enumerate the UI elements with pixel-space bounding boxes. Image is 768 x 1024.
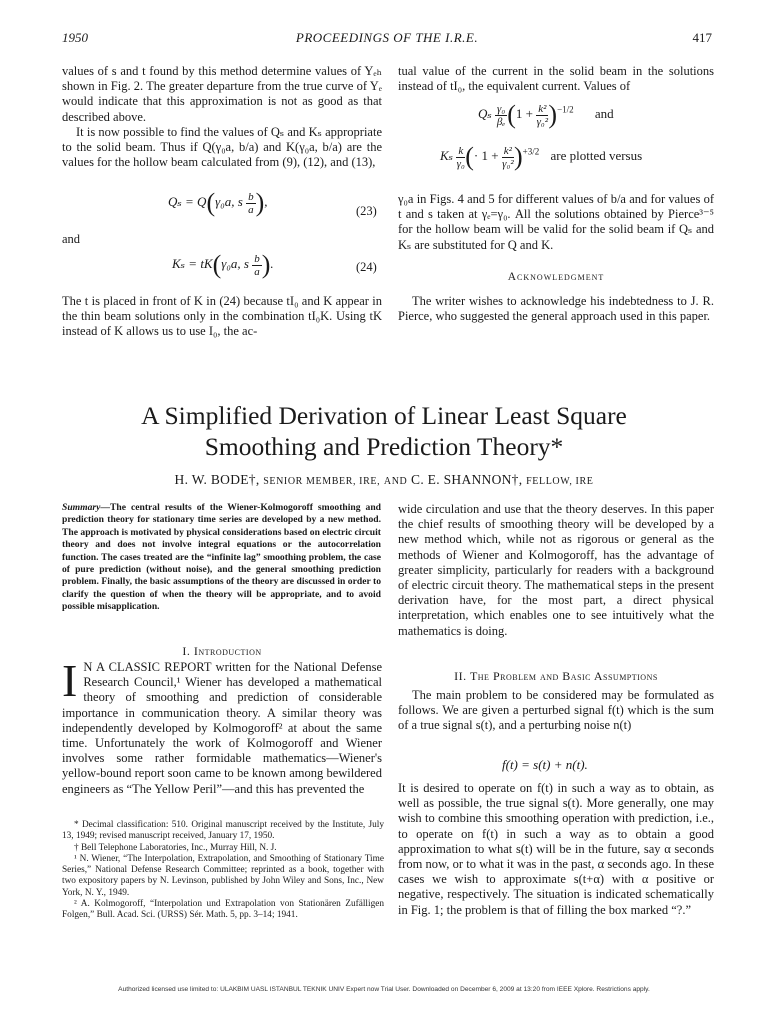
drop-cap: I (62, 655, 78, 706)
footnotes (62, 820, 384, 922)
equation-23: Qₛ = Q(γ₀a, s $\frac{b}{a}$ ), (168, 188, 268, 217)
acknowledgment-text: The writer wishes to acknowledge his indebtedness to J. R. Pierce, who suggested the general approach used in this paper. (398, 294, 714, 324)
running-header (62, 30, 712, 50)
footnote: ¹ N. Wiener, “The Interpolation, Extrapolation, and Smoothing of Stationary Time Series,” National Defense Research Committee; reprinted as a book, together with two expository papers by N. Levinson, published by John Wiley and Sons, Inc., New York, N. Y., 1949. (62, 853, 384, 898)
equation-24: Kₛ = tK(γ₀a, s $\frac{b}{a}$ ). (172, 250, 274, 279)
paragraph: tual value of the current in the solid beam in the solutions instead of tI₀, the equivalent current. Values of (398, 64, 714, 94)
article-right-column-cont (398, 688, 714, 734)
acknowledgment-heading: Acknowledgment (507, 271, 605, 283)
footnote: * Decimal classification: 510. Original manuscript received by the Institute, July 13, 1949; revised manuscript received, January 17, 1950. (62, 820, 384, 842)
header-year: 1950 (62, 30, 88, 45)
paragraph: The main problem to be considered may be formulated as follows. We are given a perturbed signal f(t) which is the sum of a true signal s(t), and a perturbing noise n(t) (398, 688, 714, 733)
fraction: $\frac{b}{a}$ (248, 190, 254, 216)
header-page-number: 417 (692, 30, 712, 45)
license-notice: Authorized licensed use limited to: ULAKBIM UASL ISTANBUL TEKNIK UNIV Expert now Trial User. Downloaded on December 6, 2009 at 13:20 from IEEE Xplore. Restrictions apply. (118, 986, 650, 993)
section-heading: I. Introduction (182, 644, 262, 658)
author-role: FELLOW, IRE (526, 476, 594, 487)
article-right-column (398, 502, 714, 639)
author-name: C. E. SHANNON†, (411, 472, 523, 487)
paragraph: wide circulation and use that the theory deserves. In this paper the chief results of smoothing theory will be developed by a new method which, while not as rigorous or general as the methods of Wiener and Kolmogoroff, has the advantage of greater simplicity, particularly for readers with a background of electric circuit theory. The mathematical steps in the present derivation have, for the most part, a direct physical interpretation, which enables one to see intuitively what the mathematics is doing. (398, 502, 714, 638)
top-left-column-end (62, 294, 382, 340)
author-role: SENIOR MEMBER, IRE, (263, 476, 381, 487)
header-journal: PROCEEDINGS OF THE I.R.E. (295, 30, 479, 45)
top-right-column (398, 64, 714, 94)
top-left-column (62, 64, 382, 170)
paragraph: It is now possible to find the values of Qₛ and Kₛ appropriate to the solid beam. Thus if Q(γ₀a, b/a) and K(γ₀a, b/a) are the values for the hollow beam calculated from (9), (12), and (13), (62, 124, 382, 170)
abstract: Summary—The central results of the Wiener-Kolmogoroff smoothing and prediction theory for stationary time series are developed by a new method. The approach is motivated by physical considerations based on electric circuit theory and does not involve integral equations or the autocorrelation function. The cases treated are the “infinite lag” smoothing problem, the case of pure prediction (without noise), and the general smoothing prediction problem. Finally, the basic assumptions of the theory are discussed in order to clarify the question of when the theory will be appropriate, and to avoid possible misapplication. (62, 502, 381, 613)
footnote: ² A. Kolmogoroff, “Interpolation und Extrapolation von Stationären Zufälligen Folgen,” Bull. Acad. Sci. (URSS) Sér. Math. 5, pp. 3–14; 1941. (62, 899, 384, 921)
signal-equation: f(t) = s(t) + n(t). (502, 757, 588, 772)
footnote: † Bell Telephone Laboratories, Inc., Murray Hill, N. J. (74, 842, 277, 853)
top-right-column-cont (398, 192, 714, 253)
introduction-text: I N A CLASSIC REPORT written for the National Defense Research Council,¹ Wiener has developed a mathematical theory of smoothing and prediction of considerable importance in communication theory. A similar theory was independently developed by Kolmogoroff² at about the same time. Unfortunately the work of Kolmogoroff and Wiener involves some rather formidable mathematics—Wiener's yellow-bound report soon came to be known among bewildered engineers as “The Yellow Peril”—and this has prevented the (62, 655, 382, 796)
paragraph: γ₀a in Figs. 4 and 5 for different values of b/a and for values of t and s taken at γₑ=γ₀. All the solutions obtained by Pierce³⁻⁵ for the hollow beam will be valid for the solid beam if Qₛ and Kₛ are substituted for Q and K. (398, 192, 714, 252)
equation-k-ratio: Kₛ $\frac{k}{\text{γ₀}}$ (· 1 + $\frac{\text{k²}}{\text{γ₀²}}$ )$^{+3/2}$ are plotted versus (440, 142, 643, 171)
equation-q-ratio: Qₛ $\frac{\text{γ₀}}{\text{βₑ}}$ (1 + $\frac{\text{k²}}{\text{γ₀²}}$ )$^{-1/2}$ and (478, 100, 614, 129)
and-label: and (62, 232, 81, 246)
article-title: A Simplified Derivation of Linear Least Square Smoothing and Prediction Theory* (141, 401, 627, 461)
section-heading: II. The Problem and Basic Assumptions (454, 669, 658, 683)
article-right-column-end (398, 781, 714, 918)
authors: H. W. BODE†, SENIOR MEMBER, IRE, AND C. E. SHANNON†, FELLOW, IRE (174, 472, 594, 487)
paragraph: values of s and t found by this method determine values of Yₑₕ shown in Fig. 2. The greater departure from the true curve of Yₑ would indicate that this approximation is not as good as that described above. (62, 64, 382, 124)
fraction: $\frac{b}{a}$ (254, 252, 260, 278)
paragraph: It is desired to operate on f(t) in such a way as to obtain, as well as possible, the true signal s(t). More generally, one may wish to combine this smoothing operation with prediction, i.e., to operate on f(t) in such a way as to obtain a good approximation to what s(t) will be in the future, say α seconds from now, or to what it was in the past, α seconds ago. In these cases we wish to approximate s(t+α) with α positive or negative, respectively. The situation is indicated schematically in Fig. 1; the problem is that of filling the box marked “?.” (398, 781, 714, 917)
equation-number: (23) (356, 204, 377, 218)
paragraph: The t is placed in front of K in (24) because tI₀ and K appear in the thin beam solutions only in the combination tI₀K. Using tK instead of K allows us to use I₀, the ac- (62, 294, 382, 339)
author-name: H. W. BODE†, (174, 472, 260, 487)
equation-number: (24) (356, 260, 377, 274)
abstract-label: Summary (62, 502, 101, 513)
